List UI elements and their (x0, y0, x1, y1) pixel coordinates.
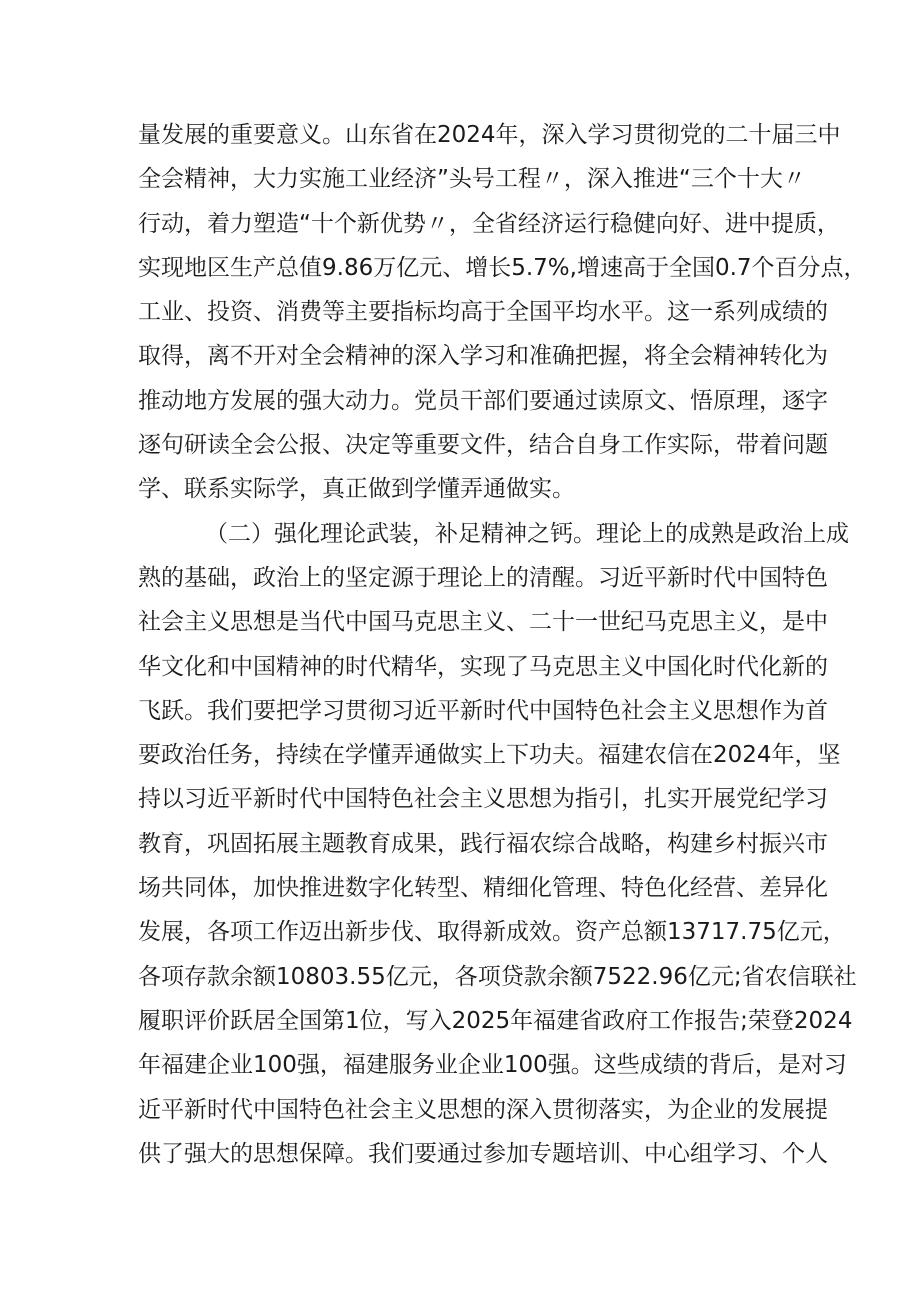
text-line: 推动地方发展的强大动力。党员干部们要通过读原文、悟原理，逐字 (138, 387, 828, 414)
text-line: 全会精神，大力实施工业经济”头号工程〃，深入推进“三个十大〃 (138, 166, 806, 193)
text-line: 各项存款余额10803.55亿元，各项贷款余额7522.96亿元;省农信联社 (138, 963, 857, 990)
text-line: 逐句研读全会公报、决定等重要文件，结合自身工作实际，带着问题 (138, 432, 828, 459)
text-line: 发展，各项工作迈出新步伐、取得新成效。资产总额13717.75亿元， (138, 919, 846, 946)
text-line: 持以习近平新时代中国特色社会主义思想为指引，扎实开展党纪学习 (138, 786, 828, 813)
text-line: 工业、投资、消费等主要指标均高于全国平均水平。这一系列成绩的 (138, 299, 828, 326)
text-line: 履职评价跃居全国第1位，写入2025年福建省政府工作报告;荣登2024 (138, 1007, 853, 1034)
text-line: 行动，着力塑造“十个新优势〃，全省经济运行稳健向好、进中提质， (138, 210, 840, 237)
text-line: 场共同体，加快推进数字化转型、精细化管理、特色化经营、差异化 (138, 875, 828, 902)
text-line: 飞跃。我们要把学习贯彻习近平新时代中国特色社会主义思想作为首 (138, 697, 828, 724)
paragraph-shandong (138, 113, 867, 512)
text-line: 近平新时代中国特色社会主义思想的深入贯彻落实，为企业的发展提 (138, 1096, 828, 1123)
text-line: 量发展的重要意义。山东省在2024年，深入学习贯彻党的二十届三中 (138, 122, 841, 148)
text-line: 实现地区生产总值9.86万亿元、增长5.7%,增速高于全国0.7个百分点， (138, 254, 867, 281)
text-line: 社会主义思想是当代中国马克思主义、二十一世纪马克思主义，是中 (138, 609, 828, 636)
text-line: 要政治任务，持续在学懂弄通做实上下功夫。福建农信在2024年，坚 (138, 742, 841, 769)
document-body (138, 113, 867, 1176)
text-line: 年福建企业100强，福建服务业企业100强。这些成绩的背后，是对习 (138, 1052, 847, 1079)
text-line: 取得，离不开对全会精神的深入学习和准确把握，将全会精神转化为 (138, 343, 828, 370)
text-line: 熟的基础，政治上的坚定源于理论上的清醒。习近平新时代中国特色 (138, 564, 828, 591)
section-heading-line: （二）强化理论武装，补足精神之钙。理论上的成熟是政治上成 (205, 520, 849, 547)
text-line: 供了强大的思想保障。我们要通过参加专题培训、中心组学习、个人 (138, 1140, 828, 1167)
text-line: 教育，巩固拓展主题教育成果，践行福农综合战略，构建乡村振兴市 (138, 830, 828, 857)
text-line: 学、联系实际学，真正做到学懂弄通做实。 (138, 476, 575, 503)
paragraph-theory-armament (138, 512, 857, 1176)
text-line: 华文化和中国精神的时代精华，实现了马克思主义中国化时代化新的 (138, 653, 828, 680)
